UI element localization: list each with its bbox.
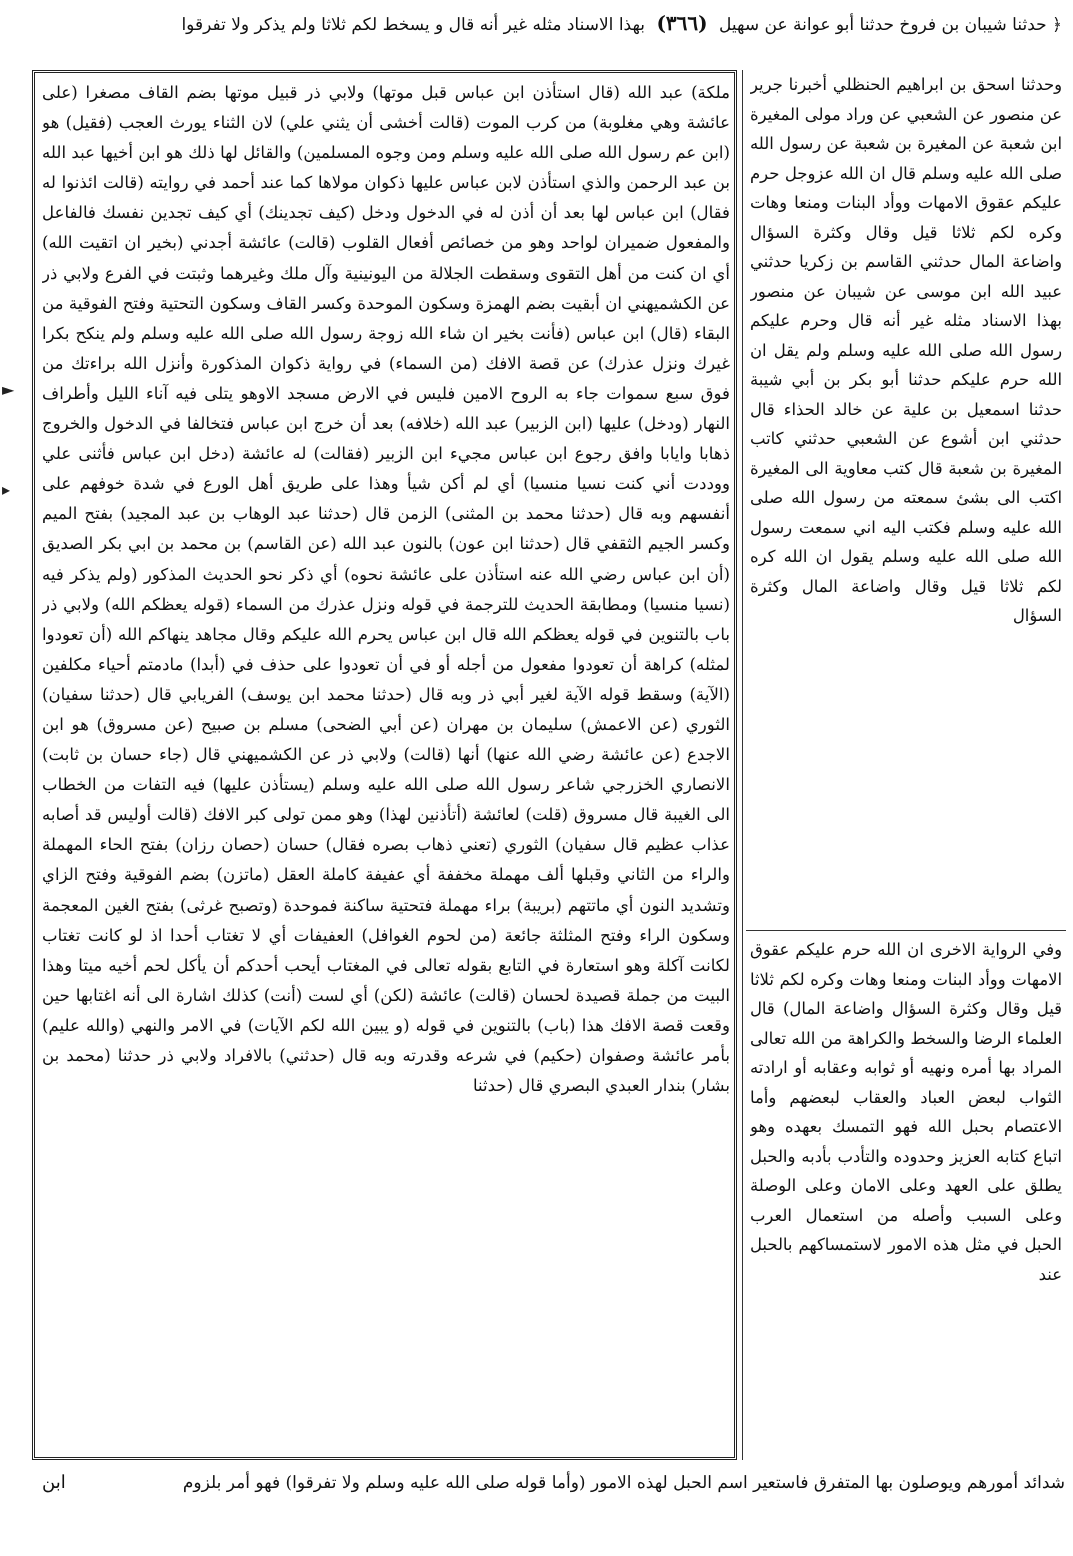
page-header [12, 10, 1062, 64]
commentary-text: ملكة) عبد الله (قال استأذن ابن عباس قبل موتها) ولابي ذر قبيل موتها بضم القاف مصغرا (على عائشة وهي مغلوبة) من كرب الموت (قالت أخشى أن يثني علي) لان الثناء يورث العجب (فقيل) هو (ابن عم رسول الله صلى الله عليه وسلم ومن وجوه المسلمين) والقائل لها ذلك هو ابن أخيها عبد الله بن عبد الرحمن والذي استأذن لابن عباس عليها ذكوان مولاها كما عند أحمد في روايته (قالت ائذنوا له فقال) ابن عباس لها بعد أن أذن له في الدخول ودخل (كيف تجدينك) أي كيف تجدين نفسك فالفاعل والمفعول ضميران لواحد وهو من خصائص أفعال القلوب (قالت) عائشة أجدني (بخير ان اتقيت الله) أي ان كنت من أهل التقوى وسقطت الجلالة من اليونينية وآل ملك وغيرهما وثبتت في الفرع ولابي ذر عن الكشميهني ان أبقيت بضم الهمزة وسكون الموحدة وكسر القاف وسكون التحتية وفتح الفوقية من البقاء (قال) ابن عباس (فأنت بخير ان شاء الله زوجة رسول الله صلى الله عليه وسلم ولم ينكح بكرا غيرك ونزل عذرك) عن قصة الافك (من السماء) في رواية ذكوان المذكورة وأنزل الله براءتك من فوق سبع سموات جاء به الروح الامين فليس في الارض مسجد الاوهو يتلى فيه آناء الليل وأطراف النهار (ودخل) عليها (ابن الزبير) عبد الله (خلافه) بعد أن خرج ابن عباس فتخالفا في الدخول والخروج ذهابا وايابا وافق رجوع ابن عباس مجيء ابن الزبير (فقالت) له عائشة (دخل ابن عباس فأثنى علي ووددت أني كنت نسيا منسيا) أي لم أكن شيأ وهذا على طريق أهل الورع في شدة خوفهم على أنفسهم وبه قال (حدثنا محمد بن المثنى) الزمن قال (حدثنا عبد الوهاب بن عبد المجيد) بفتح الميم وكسر الجيم الثقفي قال (حدثنا ابن عون) بالنون عبد الله (عن القاسم) بن محمد بن ابي بكر الصديق (أن ابن عباس رضي الله عنه استأذن على عائشة نحوه) أي ذكر نحو الحديث المذكور (ولم يذكر فيه (نسيا منسيا) ومطابقة الحديث للترجمة في قوله ونزل عذرك من السماء (قوله يعظكم الله) ولابي ذر باب بالتنوين في قوله يعظكم الله قال ابن عباس يحرم الله عليكم وقال مجاهد ينهاكم الله (أن تعودوا لمثله) كراهة أن تعودوا مفعول من أجله أو في أن تعودوا على حذف في (أبدا) مادمتم أحياء مكلفين (الآية) وسقط قوله الآية لغير أبي ذر وبه قال (حدثنا محمد ابن يوسف) الفريابي قال (حدثنا سفيان) الثوري (عن الاعمش) سليمان بن مهران (عن أبي الضحى) مسلم بن صبيح (عن مسروق) هو ابن الاجدع (عن عائشة رضي الله عنها) أنها (قالت) ولابي ذر عن الكشميهني قال (جاء حسان بن ثابت) الانصاري الخزرجي شاعر رسول الله صلى الله عليه وسلم (يستأذن عليها) فيه التفات من الخطاب الى الغيبة قال مسروق (قلت) لعائشة (أتأذنين لهذا) وهو ممن تولى كبر الافك (قالت أوليس قد أصابه عذاب عظيم قال سفيان) الثوري (تعني ذهاب بصره فقال) حسان (حصان رزان) بفتح الحاء المهملة والراء من الثاني وقبلها ألف مهملة مخففة أي عفيفة كاملة العقل (ماتزن) بضم الفوقية وفتح الزاي وتشديد النون أي ماتتهم (بريبة) براء مهملة فتحتية ساكنة فموحدة (وتصبح غرثى) بفتح الغين المعجمة وسكون الراء وفتح المثلثة جائعة (من لحوم الغوافل) العفيفات أي لا تغتاب أحدا اذ لو كانت تغتاب لكانت آكلة وهو استعارة في التابع بقوله تعالى في المغتاب أيحب أحدكم أن يأكل لحم أخيه ميتا وهذا البيت من جملة قصيدة لحسان (قالت) عائشة (لكن) أي لست (أنت) كذلك اشارة الى أنه اغتابها حين وقعت قصة الافك هذا (باب) بالتنوين في قوله (و يبين الله لكم الآيات) في الامر والنهي (والله عليم) بأمر عائشة وصفوان (حكيم) في شرعه وقدرته وبه قال (حدثني) بالافراد ولابي ذر حدثنا (محمد بن بشار) بندار العبدي البصري قال (حدثنا [42, 83, 730, 1096]
page-footer: شدائد أمورهم ويوصلون بها المتفرق فاستعير اسم الحبل لهذه الامور (وأما قوله صلى الله عليه وسلم ولا تفرقوا) فهو أمر بلزوم [182, 1473, 1065, 1493]
nawawi-commentary: وفي الرواية الاخرى ان الله حرم عليكم عقوق الامهات ووأد البنات ومنعا وهات وكره لكم ثلاثا قيل وقال وكثرة السؤال واضاعة المال) قال العلماء الرضا والسخط والكراهة من الله تعالى المراد بها أمره ونهيه أو ثوابه وعقابه أو ارادته الثواب لبعض العباد والعقاب لبعضهم وأما الاعتصام بحبل الله فهو التمسك بعهده وهو اتباع كتابه العزيز وحدوده والتأدب بأدبه والحبل يطلق على العهد وعلى الامان وعلى الوصلة وعلى السبب وأصله من استعمال العرب الحبل في مثل هذه الامور لاستمساكهم بالحبل عند [750, 940, 1062, 1284]
catchword: ابن [42, 1472, 66, 1493]
section-divider [746, 930, 1066, 931]
header-text: ﴿ حدثنا شيبان بن فروخ حدثنا أبو عوانة عن سهيل [719, 15, 1062, 35]
hadith-text: وحدثنا اسحق بن ابراهيم الحنظلي أخبرنا جرير عن منصور عن الشعبي عن وراد مولى المغيرة ابن شعبة عن المغيرة بن شعبة عن رسول الله صلى الله عليه وسلم قال ان الله عزوجل حرم عليكم عقوق الامهات ووأد البنات ومنعا وهات وكره لكم ثلاثا قيل وقال وكثرة السؤال واضاعة المال حدثني القاسم بن زكريا حدثني عبيد الله ابن موسى عن شيبان عن منصور بهذا الاسناد مثله غير أنه قال وحرم عليكم رسول الله صلى الله عليه وسلم ولم يقل ان الله حرم عليكم حدثنا أبو بكر بن أبي شيبة حدثنا اسمعيل بن علية عن خالد الحذاء قال حدثني ابن أشوع عن الشعبي حدثني كاتب المغيرة بن شعبة قال كتب معاوية الى المغيرة اكتب الى بشئ سمعته من رسول الله صلى الله عليه وسلم فكتب اليه اني سمعت رسول الله صلى الله عليه وسلم يقول ان الله كره لكم ثلاثا قيل وقال واضاعة المال وكثرة السؤال [750, 75, 1062, 625]
margin-arrow-icon: ► [2, 380, 15, 399]
header-text-after: بهذا الاسناد مثله غير أنه قال و يسخط لكم ثلاثا ولم يذكر ولا تفرقوا [181, 15, 646, 35]
page-number: (٣٦٦) [656, 11, 708, 35]
column-divider [742, 70, 743, 1460]
margin-mark-icon: ▸ [2, 480, 11, 499]
